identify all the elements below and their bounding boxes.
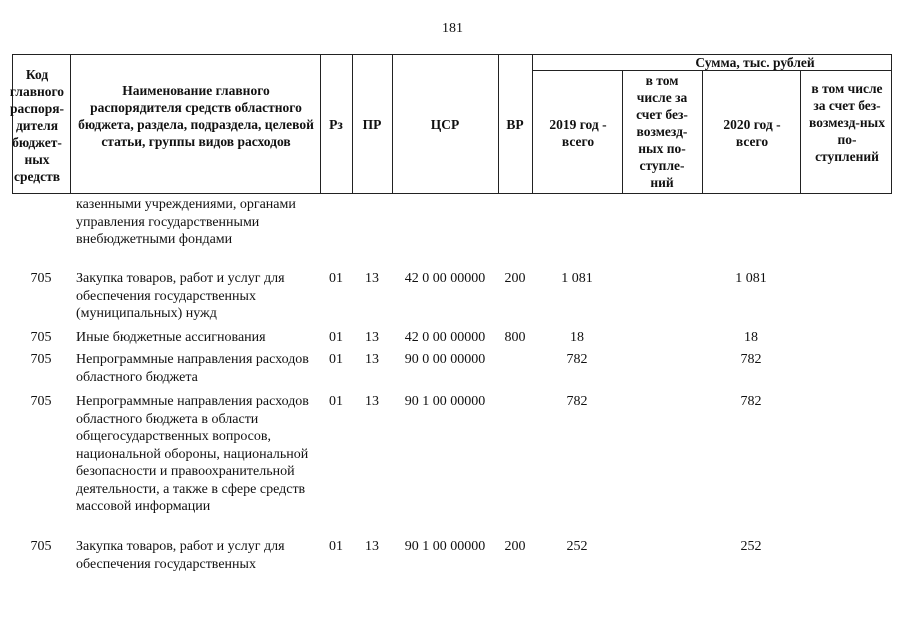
cell-pr: 13 (365, 394, 379, 409)
cell-2020: 782 (740, 352, 762, 367)
cell-csr: 42 0 00 00000 (404, 271, 486, 286)
col-divider (702, 70, 703, 193)
cell-pr: 13 (365, 352, 379, 367)
cell-code: 705 (30, 271, 52, 286)
header-rz: Рз (329, 117, 343, 132)
cell-vr: 200 (504, 271, 526, 286)
cell-2020: 252 (740, 539, 762, 554)
col-divider (622, 70, 623, 193)
header-sum-group: Сумма, тыс. рублей (695, 55, 815, 70)
header-csr: ЦСР (430, 117, 460, 132)
page-number: 181 (442, 21, 463, 36)
cell-2019: 782 (566, 352, 588, 367)
cell-2020: 782 (740, 394, 762, 409)
cell-rz: 01 (329, 539, 343, 554)
col-divider (800, 70, 801, 193)
cell-2020: 1 081 (735, 271, 767, 286)
cell-name: Непрограммные направления расходов областного бюджета в области общегосударственных вопросов, национальной обороны, национальной безопасности и правоохранительной деятельности, а также в сфере средств массовой информации (76, 394, 309, 514)
cell-rz: 01 (329, 352, 343, 367)
cell-2019: 1 081 (561, 271, 593, 286)
cell-vr: 800 (504, 330, 526, 345)
cell-name: казенными учреждениями, органами управления государственными внебюджетными фондами (76, 197, 296, 247)
cell-rz: 01 (329, 330, 343, 345)
cell-name: Закупка товаров, работ и услуг для обеспечения государственных (муниципальных) нужд (76, 271, 285, 321)
header-2019-total: 2019 год - всего (549, 117, 607, 149)
cell-2020: 18 (744, 330, 758, 345)
header-bottom-line (12, 193, 892, 194)
header-2020-incl: в том числе за счет без-возмезд-ных по-ступлений (809, 81, 885, 164)
cell-name: Непрограммные направления расходов областного бюджета (76, 352, 309, 385)
cell-code: 705 (30, 352, 52, 367)
cell-csr: 90 0 00 00000 (404, 352, 486, 367)
cell-csr: 90 1 00 00000 (404, 539, 486, 554)
cell-pr: 13 (365, 330, 379, 345)
cell-code: 705 (30, 539, 52, 554)
cell-csr: 90 1 00 00000 (404, 394, 486, 409)
cell-rz: 01 (329, 271, 343, 286)
header-2020-total: 2020 год - всего (723, 117, 781, 149)
cell-vr: 200 (504, 539, 526, 554)
header-name: Наименование главного распорядителя средств областного бюджета, раздела, подраздела, целевой статьи, группы видов расходов (78, 83, 314, 149)
header-2019-incl: в том числе за счет без-возмезд-ных по-ступле-ний (636, 73, 688, 190)
col-divider (532, 54, 533, 193)
cell-name: Закупка товаров, работ и услуг для обеспечения государственных (76, 539, 285, 572)
header-code: Код главного распоря-дителя бюджет-ных средств (9, 67, 65, 184)
cell-name: Иные бюджетные ассигнования (76, 330, 266, 345)
cell-pr: 13 (365, 271, 379, 286)
header-pr: ПР (362, 117, 382, 132)
col-divider (891, 54, 892, 193)
cell-2019: 18 (570, 330, 584, 345)
cell-csr: 42 0 00 00000 (404, 330, 486, 345)
cell-pr: 13 (365, 539, 379, 554)
cell-2019: 252 (566, 539, 588, 554)
col-divider (70, 54, 71, 193)
cell-code: 705 (30, 394, 52, 409)
cell-code: 705 (30, 330, 52, 345)
header-vr: ВР (506, 117, 524, 132)
cell-2019: 782 (566, 394, 588, 409)
cell-rz: 01 (329, 394, 343, 409)
